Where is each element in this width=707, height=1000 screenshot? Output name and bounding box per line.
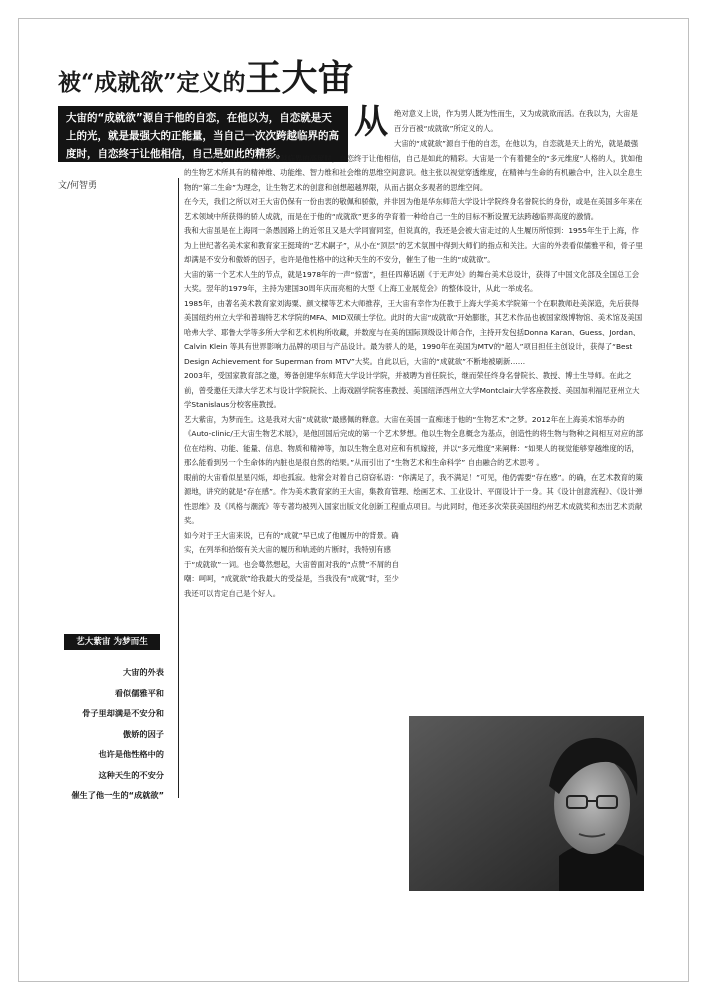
portrait-illustration (409, 716, 644, 891)
article-body (184, 137, 644, 601)
body-paragraph: 在今天，我们之所以对王大宙仍保有一份由衷的敬佩和骄傲，并非因为他是华东师范大学设计学院终身名誉院长的身份，或是在美国多年来在艺术领域中所获得的骄人成就，而是在于他的“成就欲”更多的孕育着一种给自己一生的目标不断设置无法跨越临界高度的激情。 (184, 197, 643, 221)
body-paragraph: 如今对于王大宙来说，已有的“成就”早已成了他履历中的背景。确实，在列举和拾缀有关大宙的履历和轨迹的片断时，我特别有感于“成就欲”一词。也会蓦然想起，大宙曾面对我的“点赞”不屑的自嘲：呵呵，“成就欲”给我最大的受益是，当我没有“成就”时，至少我还可以肯定自己是个好人。 (184, 530, 399, 598)
sidebar-title: 艺大紫宙 为梦而生 (64, 634, 160, 650)
body-paragraph: 大宙的第一个艺术人生的节点，就是1978年的一声“惊雷”，担任四幕话剧《于无声处》的舞台美术总设计，获得了中国文化部及全国总工会大奖。翌年的1979年，主持为建国30周年庆而亮相的大型《上海工业展览会》的整体设计，从此一举成名。 (184, 269, 640, 293)
lead-box: 大宙的“成就欲”源自于他的自恋，在他以为，自恋就是天上的光，就是最强大的正能量，当自己一次次跨越临界的高度时，自恋终于让他相信，自己是如此的精彩。 (58, 106, 348, 162)
body-paragraph: 2003年，受国家教育部之邀，筹备创建华东师范大学设计学院，并被聘为首任院长，继而荣任终身名誉院长、教授、博士生导师。在此之前，曾受邀任天津大学艺术与设计学院院长、上海戏剧学院客座教授、美国纽泽西州立大学Montclair大学客座教授、美国加利福尼亚州立大学Stanislaus分校客座教授。 (184, 371, 640, 409)
body-paragraph: 艺大紫宙，为梦而生。这是我对大宙“成就欲”最感佩的释意。大宙在美国一直痴迷于他的“生物艺术”之梦。2012年在上海美术馆举办的《Auto-clinic/王大宙生物艺术展》，是他回国后完成的第一个艺术梦想。他以生物全息概念为基点，创造性的将生物与物种之间相互对应的部位在结构、功能、能量、信息、物质和精神等，加以生物全息对应和有机嫁接，并以“多元维度”来阐释：“如果人的视觉能够穿越维度的话，那么能看到另一个生命体的内脏也是很自然的结果。”从而引出了“生物艺术和生命科学” 自由融合的艺术思考 。 (184, 414, 643, 467)
sidebar-line: 这种天生的不安分 (98, 769, 164, 780)
author-byline: 文/何智勇 (58, 181, 98, 191)
title-name: 王大宙 (245, 57, 354, 99)
column-divider (178, 178, 179, 798)
title-prefix: 被“成就欲”定义的 (58, 69, 246, 96)
sidebar-line: 也许是他性格中的 (98, 749, 164, 759)
sidebar-line: 骨子里却满是不安分和 (82, 708, 164, 718)
sidebar-line: 大宙的外表 (123, 667, 164, 677)
body-paragraph: 眼前的大宙看似星星闪烁，却也孤寂。他常会对着自己窃窃私语：“你满足了，我不满足！”可见，他仍需要“存在感”。的确，在艺术教育的策源地，讲究的就是“存在感”。作为美术教育家的王大宙，集教育管理、绘画艺术、工业设计、平面设计于一身。其《设计创意流程》、《设计弹性思维》及《风格与潮流》等专著均被列入国家出版文化创新工程重点项目。与此同时，他还多次荣获美国纽约州艺术成就奖和杰出艺术贡献奖。 (184, 472, 643, 525)
sidebar-line: 看似儒雅平和 (114, 687, 164, 698)
body-paragraph: 大宙的“成就欲”源自于他的自恋，在他以为，自恋就是天上的光，就是最强大的正能量，当自己一次次跨越临界的高度时，自恋终于让他相信，自己是如此的精彩。大宙是一个有着健全的“多元维度”人格的人，犹如他的生物艺术所具有的精神维、功能维、智力维和社会维的思维空间意识。他主张以视觉穿透维度，在精神与生命的有机融合中，注入以全息生物的“第二生命”为理念，让生物艺术的创意和创想超越界限，从而占据众多观者的思维空间。 (184, 139, 643, 192)
article-title (58, 58, 353, 103)
sidebar-line: 催生了他一生的“成就欲” (71, 790, 164, 800)
portrait-photo (409, 716, 644, 891)
body-paragraph: 我和大宙虽是在上海同一条愚园路上的近邻且又是大学同窗同室，但说真的，我还是会被大宙走过的人生履历所惊到：1955年生于上海，作为上世纪著名美术家和教育家王挺琦的“艺术嗣子”，从小在“顶层”的艺术氛围中得到大师们的指点和关注。大宙的外表看似儒雅平和，骨子里却满是不安分和傲娇的因子，也许是他性格中的这种天生的不安分，催生了他一生的“成就欲”。 (184, 226, 643, 264)
intro-paragraph (394, 107, 644, 136)
drop-cap: 从 (354, 102, 388, 142)
intro-text: 绝对意义上说，作为男人既为性而生，又为成就欲而活。在我以为，大宙是百分百被“成就欲”所定义的人。 (394, 109, 638, 133)
sidebar-quote (58, 662, 164, 806)
body-paragraph: 1985年，由著名美术教育家刘海粟、颜文樑等艺术大师推荐，王大宙有幸作为任教于上海大学美术学院第一个在职教师赴美深造，先后获得美国纽约州立大学和普瑞特艺术学院的MFA、MID双硕士学位。此时的大宙“成就欲”开始膨胀，其艺术作品也被国家级博物馆、美术馆及美国哈弗大学、耶鲁大学等多所大学和艺术机构所收藏，并数度与在美的国际顶级设计师合作，主持开发包括Donna Karan、Guess、Jordan、Calvin Klein 等具有世界影响力品牌的项目与产品设计。最为骄人的是，1990年在美国为MTV的“超人”项目担任主创设计，获得了“Best Design Achievement for Superman from MTV”大奖。自此以后，大宙的“成就欲”不断地被刷新…… (184, 298, 643, 366)
sidebar-line: 傲娇的因子 (123, 728, 164, 739)
